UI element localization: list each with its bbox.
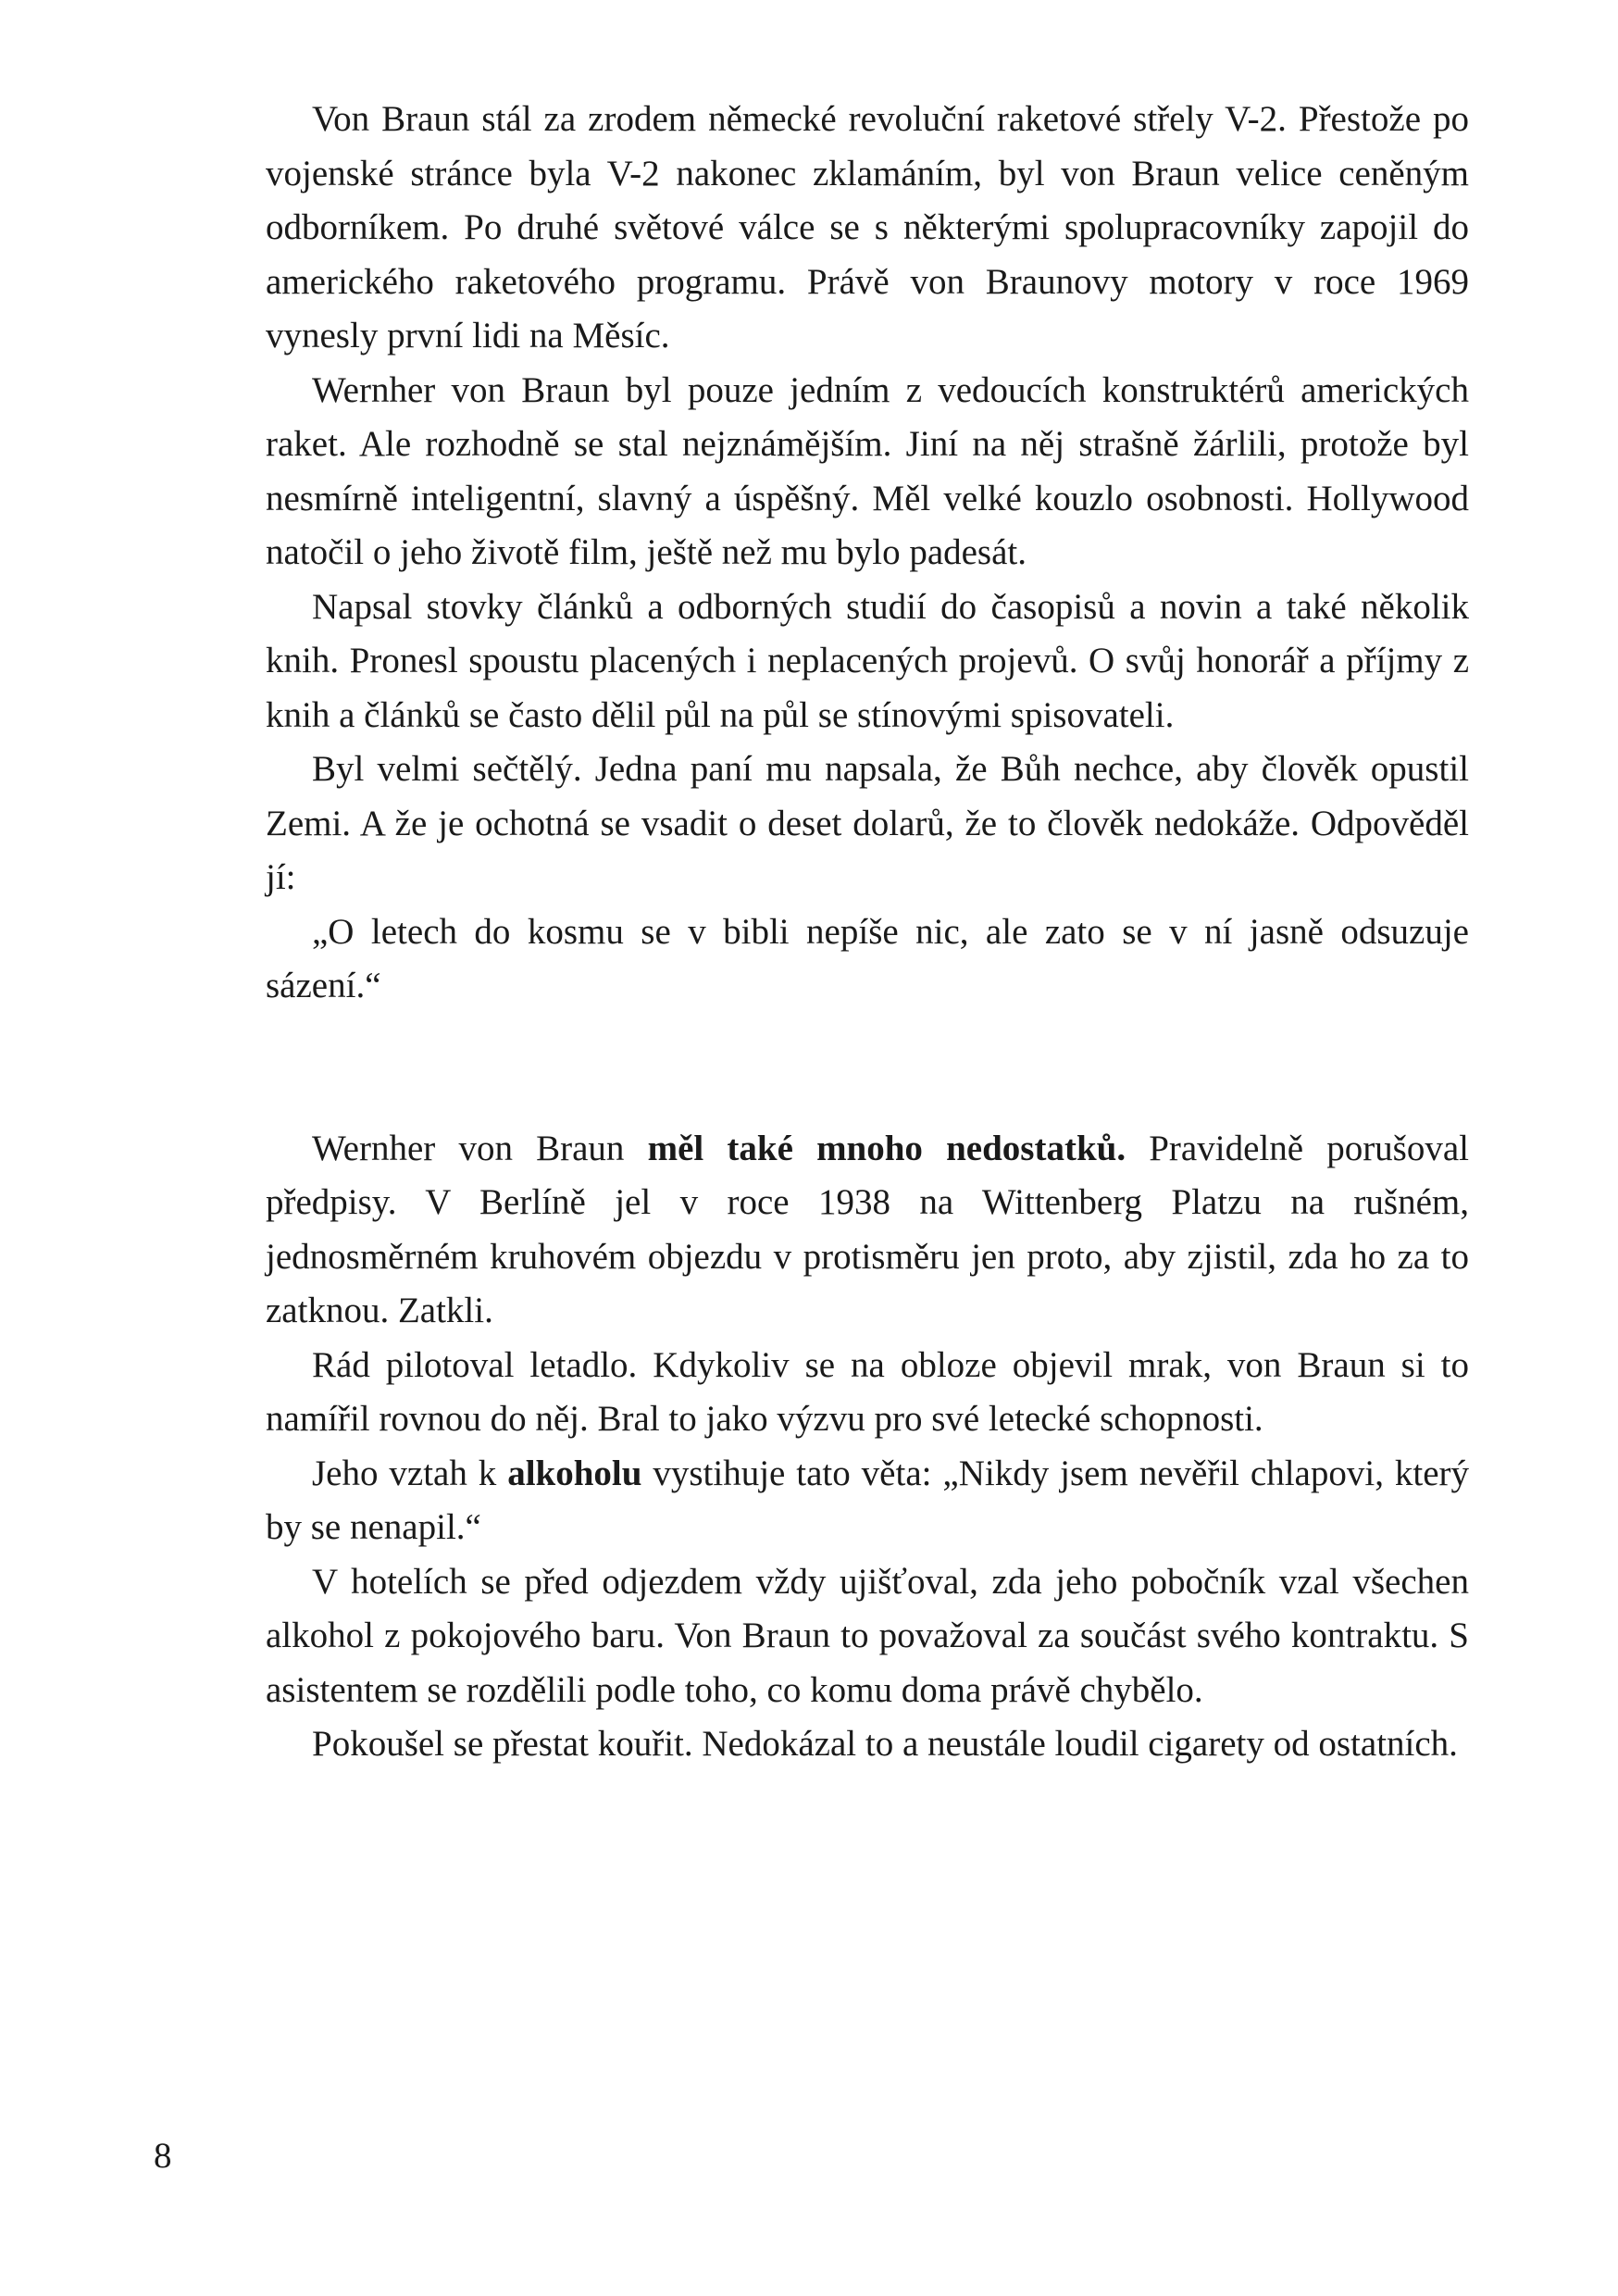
text-run: Napsal stovky článků a odborných studií do časopisů a novin a také několik knih. Pronesl spoustu placených i neplacených projevů. O svůj honorář a příjmy z knih a článků se často dělil půl na půl se stínovými spisovateli. <box>266 586 1469 735</box>
text-run: V hotelích se před odjezdem vždy ujišťoval, zda jeho pobočník vzal všechen alkohol z pokojového baru. Von Braun to považoval za součást svého kontraktu. S asistentem se rozdělili podle toho, co komu doma právě chybělo. <box>266 1561 1469 1710</box>
paragraph <box>266 1555 1469 1718</box>
paragraph <box>266 580 1469 743</box>
text-run: vystihuje tato věta: „Nikdy jsem nevěřil chlapovi, který by se nenapil.“ <box>266 1453 1469 1547</box>
paragraph <box>266 93 1469 364</box>
text-run: Pokoušel se přestat kouřit. Nedokázal to a neustále loudil cigarety od ostatních. <box>312 1724 1458 1764</box>
text-run: Pravidelně porušoval předpisy. V Berlíně jel v roce 1938 na Wittenberg Platzu na rušném, jednosměrném kruhovém objezdu v protisměru jen proto, aby zjistil, zda ho za to zatknou. Zatkli. <box>266 1128 1470 1330</box>
bold-text: alkoholu <box>507 1453 642 1493</box>
text-run: Rád pilotoval letadlo. Kdykoliv se na obloze objevil mrak, von Braun si to namířil rovnou do něj. Bral to jako výzvu pro své letecké schopnosti. <box>266 1344 1469 1439</box>
quote-paragraph <box>266 905 1469 1014</box>
paragraph <box>266 1447 1469 1555</box>
text-run: Von Braun stál za zrodem německé revoluční raketové střely V-2. Přestože po vojenské stránce byla V-2 nakonec zklamáním, byl von Braun velice ceněným odborníkem. Po druhé světové válce se s některými spolupracovníky zapojil do amerického raketového programu. Právě von Braunovy motory v roce 1969 vynesly první lidi na Měsíc. <box>266 99 1469 356</box>
text-run: „O letech do kosmu se v bibli nepíše nic, ale zato se v ní jasně odsuzuje sázení.“ <box>266 911 1469 1005</box>
text-run: Byl velmi sečtělý. Jedna paní mu napsala, že Bůh nechce, aby člověk opustil Zemi. A že je ochotná se vsadit o deset dolarů, že to člověk nedokáže. Odpověděl jí: <box>266 749 1469 897</box>
paragraph <box>266 742 1469 905</box>
paragraph <box>266 1122 1469 1339</box>
text-run: Wernher von Braun byl pouze jedním z vedoucích konstruktérů amerických raket. Ale rozhodně se stal nejznámějším. Jiní na něj strašně žárlili, protože byl nesmírně inteligentní, slavný a úspěšný. Měl velké kouzlo osobnosti. Hollywood natočil o jeho životě film, ještě než mu bylo padesát. <box>266 369 1469 572</box>
text-run: Jeho vztah k <box>312 1453 508 1493</box>
bold-text: měl také mnoho nedostatků. <box>647 1128 1126 1168</box>
paragraph <box>266 1717 1469 1772</box>
body-text <box>266 93 1469 1772</box>
paragraph <box>266 364 1469 580</box>
page-number: 8 <box>154 2136 172 2176</box>
text-run: Wernher von Braun <box>312 1128 648 1168</box>
paragraph <box>266 1339 1469 1447</box>
